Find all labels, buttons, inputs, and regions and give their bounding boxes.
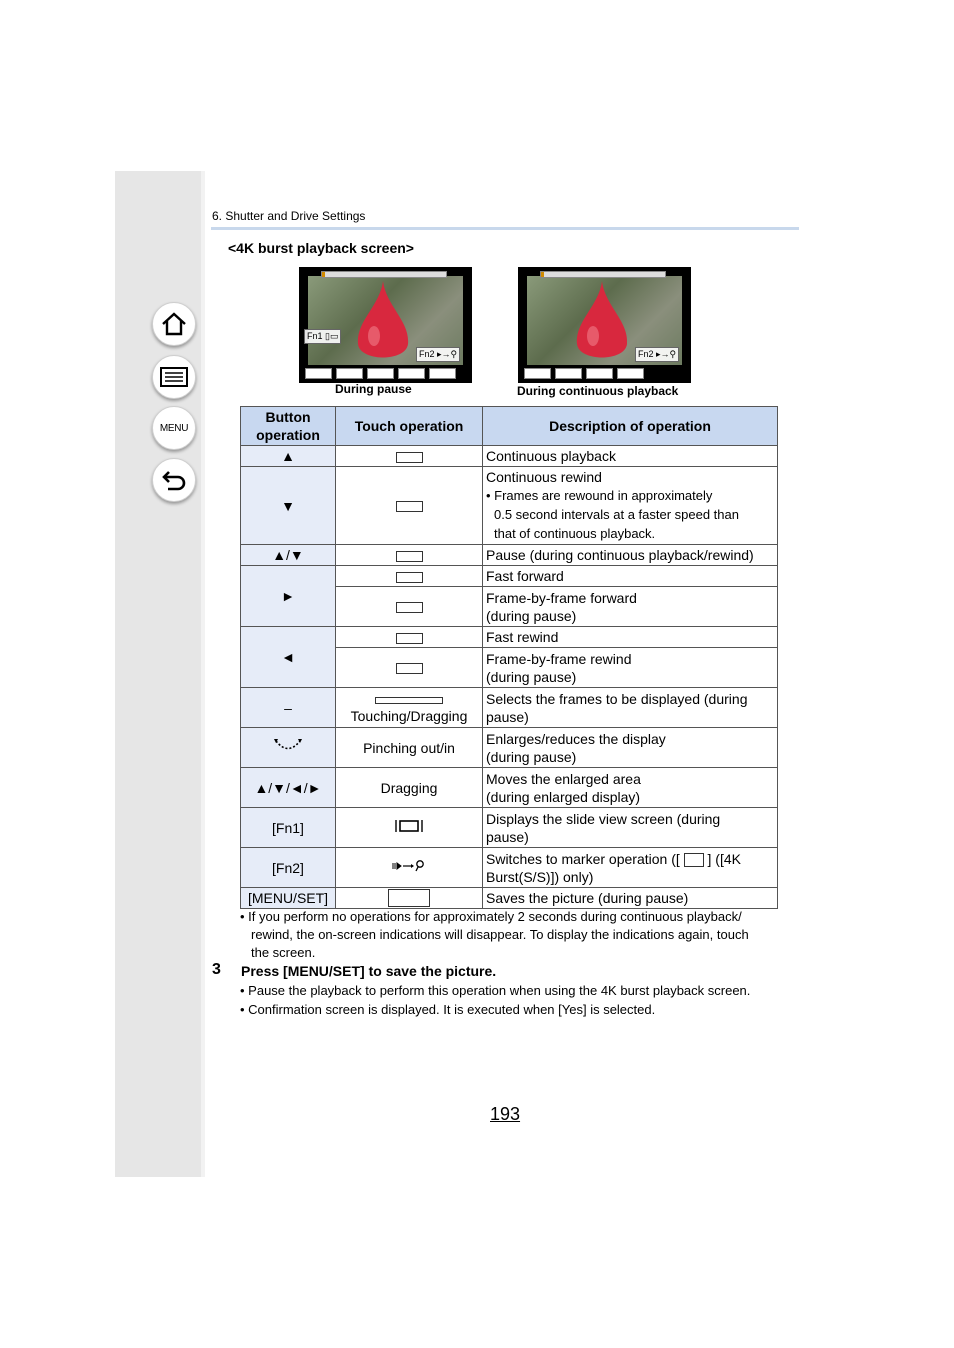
button-cell: ▲/▼/◄/► (241, 768, 336, 808)
description-line: Switches to marker operation ([ ] ([4K (486, 850, 741, 867)
description-cell (483, 808, 778, 848)
menu-label: MENU (159, 422, 189, 434)
button-cell (241, 728, 336, 768)
table-row (241, 545, 778, 566)
fast-forward-control[interactable] (617, 368, 644, 379)
description-line: Enlarges/reduces the display (486, 730, 666, 747)
description-line: (during pause) (486, 748, 577, 765)
header-button-operation: Button operation (241, 407, 336, 446)
button-cell: ◄ (241, 627, 336, 688)
header-touch-operation: Touch operation (336, 407, 483, 446)
description-cell (483, 587, 778, 627)
table-row (241, 688, 778, 728)
description-line: (during pause) (486, 668, 577, 685)
save-picture-icon (388, 889, 430, 907)
page-number[interactable]: 193 (490, 1104, 521, 1124)
frame-slider[interactable] (321, 271, 447, 278)
description-line: Burst(S/S)]) only) (486, 868, 594, 885)
description-line: Selects the frames to be displayed (during (486, 690, 748, 707)
description-line: (during pause) (486, 607, 577, 624)
button-cell: [Fn2] (241, 848, 336, 888)
touch-cell (336, 688, 483, 728)
back-arrow-icon (161, 468, 187, 492)
pause-controls (305, 368, 456, 379)
continuous-controls (524, 368, 644, 379)
table-row (241, 728, 778, 768)
touch-text: Touching/Dragging (350, 707, 468, 724)
description-cell (483, 648, 778, 688)
fn2-tag[interactable]: Fn2 ▸→⚲ (416, 347, 460, 362)
description-cell (483, 848, 778, 888)
slide-view-icon (395, 819, 423, 833)
fast-forward-icon (396, 572, 423, 583)
slider-bar-icon (375, 697, 443, 704)
home-icon (161, 312, 187, 336)
pause-control[interactable] (586, 368, 613, 379)
description-cell (483, 688, 778, 728)
home-button[interactable] (152, 302, 196, 346)
description-cell (483, 467, 778, 545)
touch-cell (336, 446, 483, 467)
description-cell: Saves the picture (during pause) (483, 888, 778, 909)
pause-icon (396, 551, 423, 562)
touch-cell (336, 587, 483, 627)
back-button[interactable] (152, 458, 196, 502)
button-cell: [Fn1] (241, 808, 336, 848)
touch-cell: Pinching out/in (336, 728, 483, 768)
description-line: Frame-by-frame forward (486, 589, 637, 606)
note-line: • If you perform no operations for approximately 2 seconds during continuous playback/ (240, 909, 742, 924)
button-cell: [MENU/SET] (241, 888, 336, 909)
note-line: the screen. (251, 945, 316, 960)
play-icon (396, 452, 423, 463)
description-line: Frame-by-frame rewind (486, 650, 632, 667)
marker-operation-icon (391, 859, 427, 873)
button-cell: ▲ (241, 446, 336, 467)
frame-rewind-control[interactable] (305, 368, 332, 379)
table-row (241, 768, 778, 808)
button-cell: ▼ (241, 467, 336, 545)
step-text: Press [MENU/SET] to save the picture. (241, 963, 497, 979)
note-line: 0.5 second intervals at a faster speed than (494, 507, 739, 522)
step-number: 3 (212, 961, 221, 978)
menu-button[interactable] (152, 406, 196, 450)
note-after-table (240, 908, 792, 962)
rear-dial-icon (273, 736, 303, 756)
header-description: Description of operation (483, 407, 778, 446)
table-row (241, 808, 778, 848)
fn2-tag[interactable]: Fn2 ▸→⚲ (635, 347, 679, 362)
frame-rewind-icon (396, 663, 423, 674)
4k-burst-ss-icon (684, 853, 704, 867)
description-line: (during enlarged display) (486, 788, 641, 805)
touch-cell (336, 648, 483, 688)
screen-during-continuous (518, 267, 691, 383)
rewind-control[interactable] (555, 368, 582, 379)
touch-cell (336, 467, 483, 545)
description-cell (483, 728, 778, 768)
frame-slider[interactable] (540, 271, 666, 278)
header-rule (211, 227, 799, 230)
table-row (241, 566, 778, 587)
description-cell: Continuous playback (483, 446, 778, 467)
caption-during-continuous: During continuous playback (517, 384, 679, 398)
description-line: Displays the slide view screen (during (486, 810, 721, 827)
save-control[interactable] (429, 368, 456, 379)
button-cell: – (241, 688, 336, 728)
touch-cell (336, 566, 483, 587)
note-line: • Confirmation screen is displayed. It is executed when [Yes] is selected. (240, 1002, 656, 1017)
note-line: that of continuous playback. (494, 526, 656, 541)
description-cell (483, 768, 778, 808)
table-row (241, 627, 778, 648)
description-line: pause) (486, 828, 529, 845)
touch-cell: Dragging (336, 768, 483, 808)
touch-cell (336, 545, 483, 566)
rewind-icon (396, 501, 423, 512)
table-row (241, 446, 778, 467)
step-notes (240, 982, 792, 1019)
contents-button[interactable] (152, 355, 196, 399)
description-cell: Pause (during continuous playback/rewind) (483, 545, 778, 566)
sidebar-edge (201, 171, 205, 1177)
chapter-header: 6. Shutter and Drive Settings (212, 209, 366, 223)
screen-during-pause (299, 267, 472, 383)
touch-cell (336, 627, 483, 648)
note-line: • Pause the playback to perform this operation when using the 4K burst playback screen. (240, 983, 751, 998)
button-cell: ▲/▼ (241, 545, 336, 566)
table-row (241, 848, 778, 888)
play-control[interactable] (367, 368, 394, 379)
list-icon (160, 367, 188, 387)
fn1-tag[interactable]: Fn1 ▯▭ (304, 329, 341, 344)
touch-cell (336, 808, 483, 848)
fast-rewind-control[interactable] (524, 368, 551, 379)
fast-rewind-icon (396, 633, 423, 644)
operations-table (240, 406, 778, 909)
description-text: Continuous rewind (486, 469, 602, 485)
frame-forward-control[interactable] (398, 368, 425, 379)
section-title: <4K burst playback screen> (228, 240, 414, 256)
frame-forward-icon (396, 602, 423, 613)
rewind-control[interactable] (336, 368, 363, 379)
description-cell: Fast rewind (483, 627, 778, 648)
description-cell: Fast forward (483, 566, 778, 587)
description-line: pause) (486, 708, 529, 725)
note-line: rewind, the on-screen indications will disappear. To display the indications again, touch (251, 927, 749, 942)
description-line: Moves the enlarged area (486, 770, 641, 787)
button-cell: ► (241, 566, 336, 627)
touch-cell (336, 848, 483, 888)
table-row (241, 467, 778, 545)
note-line: • Frames are rewound in approximately (486, 488, 713, 503)
table-row (241, 888, 778, 909)
touch-cell (336, 888, 483, 909)
caption-during-pause: During pause (335, 382, 412, 396)
